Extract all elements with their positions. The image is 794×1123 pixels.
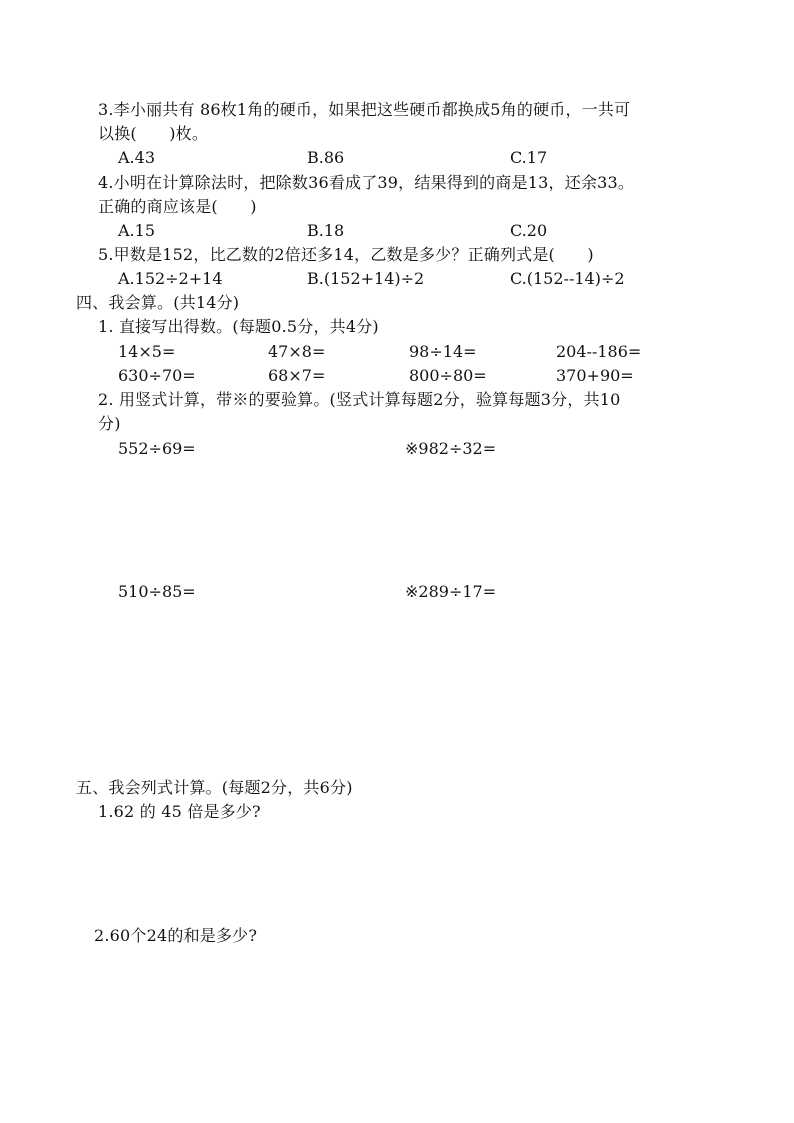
question-4-option-a: A.15 [118,221,155,240]
question-4-line-2: 正确的商应该是( ) [98,197,257,216]
question-5-option-b: B.(152+14)÷2 [307,269,425,288]
question-5-option-a: A.152÷2+14 [118,269,223,288]
section-4-title: 四、我会算。(共14分) [76,293,240,312]
mental-math-item: 68×7= [268,366,326,385]
mental-math-item: 800÷80= [409,366,487,385]
mental-math-item: 98÷14= [409,342,477,361]
section-4-part-2-title-line-2: 分) [98,414,121,433]
question-3-option-b: B.86 [307,148,345,167]
question-3-line-2: 以换( )枚。 [98,124,209,143]
question-5-line-1: 5.甲数是152，比乙数的2倍还多14，乙数是多少？正确列式是( ) [98,245,594,264]
mental-math-item: 370+90= [556,366,634,385]
question-4-option-c: C.20 [510,221,548,240]
mental-math-item: 47×8= [268,342,326,361]
question-5-option-c: C.(152--14)÷2 [510,269,625,288]
question-3-line-1: 3.李小丽共有 86枚1角的硬币，如果把这些硬币都换成5角的硬币，一共可 [98,100,631,119]
mental-math-item: 204--186= [556,342,642,361]
question-3-option-c: C.17 [510,148,548,167]
long-division-item: ※289÷17= [405,582,497,601]
section-5-question-1: 1.62 的 45 倍是多少? [98,802,261,821]
section-4-part-1-title: 1. 直接写出得数。(每题0.5分，共4分) [98,317,379,336]
long-division-item: 552÷69= [118,439,196,458]
question-4-line-1: 4.小明在计算除法时，把除数36看成了39，结果得到的商是13，还余33。 [98,173,635,192]
section-4-part-2-title-line-1: 2. 用竖式计算，带※的要验算。(竖式计算每题2分，验算每题3分，共10 [98,390,621,409]
mental-math-item: 630÷70= [118,366,196,385]
question-4-option-b: B.18 [307,221,345,240]
section-5-question-2: 2.60个24的和是多少? [94,926,258,945]
long-division-item: ※982÷32= [405,439,497,458]
question-3-option-a: A.43 [118,148,155,167]
section-5-title: 五、我会列式计算。(每题2分，共6分) [76,778,353,797]
long-division-item: 510÷85= [118,582,196,601]
mental-math-item: 14×5= [118,342,176,361]
